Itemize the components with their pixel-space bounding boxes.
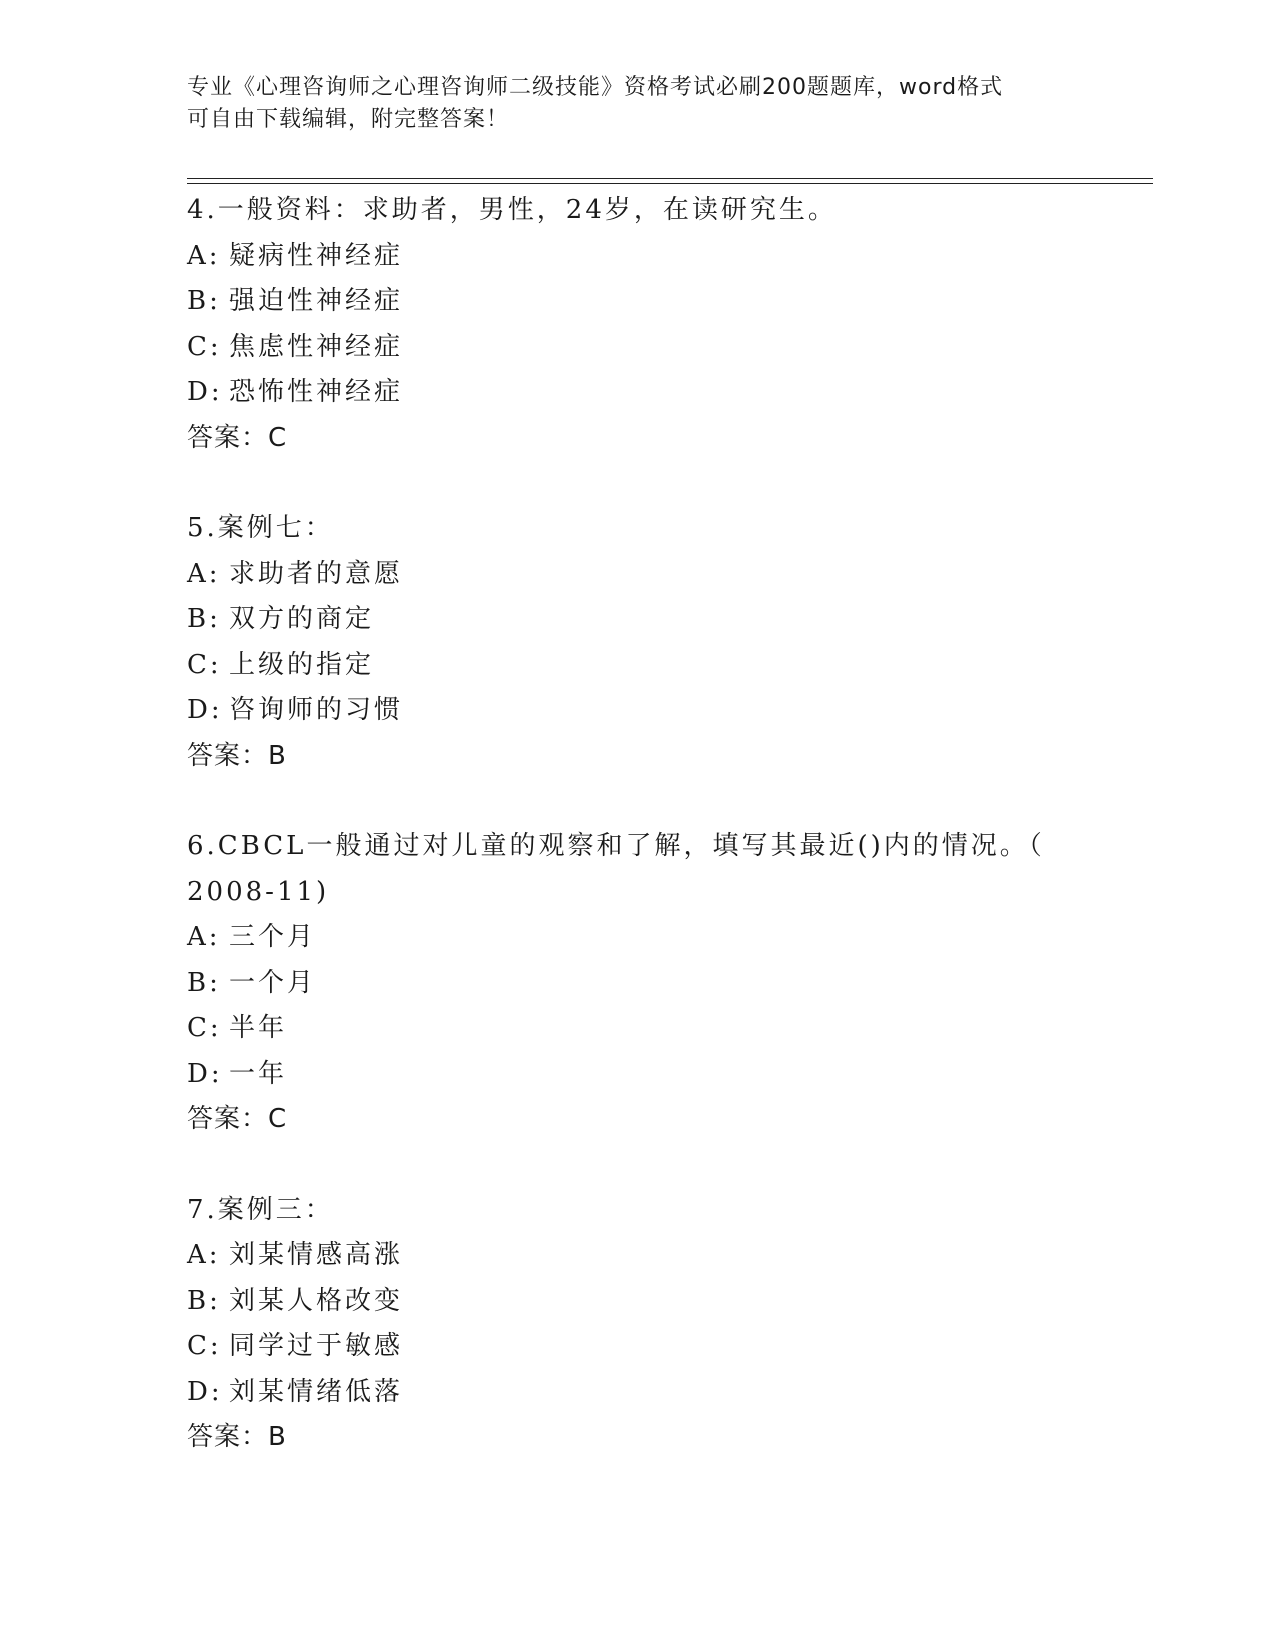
option-a bbox=[187, 552, 1067, 598]
option-c bbox=[187, 325, 1067, 371]
question-6 bbox=[187, 824, 1067, 1143]
question-stem: 5.案例七： bbox=[187, 513, 334, 543]
answer-label: 答案：C bbox=[187, 422, 288, 453]
option-letter: C: bbox=[187, 1013, 222, 1043]
option-text: 双方的商定 bbox=[229, 604, 375, 634]
option-b bbox=[187, 961, 1067, 1007]
option-letter: D: bbox=[187, 1058, 223, 1089]
question-4 bbox=[187, 188, 1067, 461]
option-text: 三个月 bbox=[229, 922, 317, 952]
option-b bbox=[187, 279, 1067, 325]
question-7 bbox=[187, 1188, 1067, 1461]
option-letter: C: bbox=[187, 649, 222, 680]
document-header bbox=[187, 72, 1067, 136]
question-5 bbox=[187, 506, 1067, 779]
option-letter: C: bbox=[187, 1331, 222, 1361]
option-a bbox=[187, 1233, 1067, 1279]
option-letter: B: bbox=[187, 1285, 221, 1316]
option-d bbox=[187, 370, 1067, 416]
option-letter: C: bbox=[187, 331, 222, 362]
option-text: 刘某情感高涨 bbox=[229, 1240, 404, 1270]
question-stem: 7.案例三： bbox=[187, 1194, 334, 1225]
option-text: 咨询师的习惯 bbox=[229, 695, 404, 725]
option-text: 上级的指定 bbox=[229, 649, 375, 680]
option-letter: B: bbox=[187, 286, 221, 316]
option-text: 求助者的意愿 bbox=[229, 558, 404, 589]
option-letter: B: bbox=[187, 967, 221, 998]
option-text: 焦虑性神经症 bbox=[229, 331, 404, 362]
option-text: 同学过于敏感 bbox=[229, 1331, 404, 1361]
option-letter: A: bbox=[187, 240, 221, 271]
option-d bbox=[187, 1370, 1067, 1416]
option-c bbox=[187, 643, 1067, 689]
option-letter: A: bbox=[187, 558, 221, 589]
option-text: 一年 bbox=[229, 1058, 288, 1089]
question-list bbox=[187, 188, 1067, 1506]
option-d bbox=[187, 1052, 1067, 1098]
option-letter: A: bbox=[187, 922, 221, 952]
option-text: 刘某人格改变 bbox=[229, 1285, 404, 1316]
option-text: 半年 bbox=[229, 1013, 288, 1043]
answer-label: 答案：B bbox=[187, 1422, 287, 1452]
answer-label: 答案：C bbox=[187, 1104, 288, 1134]
option-letter: D: bbox=[187, 695, 223, 725]
option-text: 刘某情绪低落 bbox=[229, 1376, 404, 1407]
option-text: 疑病性神经症 bbox=[229, 240, 404, 271]
option-a bbox=[187, 915, 1067, 961]
option-b bbox=[187, 1279, 1067, 1325]
option-text: 强迫性神经症 bbox=[229, 286, 404, 316]
header-divider-bottom bbox=[187, 183, 1153, 184]
option-letter: D: bbox=[187, 377, 223, 407]
question-stem: 6.CBCL一般通过对儿童的观察和了解，填写其最近()内的情况。（ bbox=[187, 831, 1045, 861]
header-line-1: 专业《心理咨询师之心理咨询师二级技能》资格考试必刷200题题库，word格式 bbox=[187, 75, 1004, 100]
answer-label: 答案：B bbox=[187, 740, 287, 771]
question-stem: 4.一般资料：求助者，男性，24岁，在读研究生。 bbox=[187, 195, 837, 225]
option-text: 恐怖性神经症 bbox=[229, 377, 404, 407]
question-stem-continued: 2008-11) bbox=[187, 876, 330, 907]
option-text: 一个月 bbox=[229, 967, 317, 998]
option-a bbox=[187, 234, 1067, 280]
option-c bbox=[187, 1006, 1067, 1052]
option-letter: B: bbox=[187, 604, 221, 634]
header-divider-top bbox=[187, 178, 1153, 179]
option-d bbox=[187, 688, 1067, 734]
option-b bbox=[187, 597, 1067, 643]
option-letter: A: bbox=[187, 1240, 221, 1270]
header-line-2: 可自由下载编辑，附完整答案！ bbox=[187, 107, 510, 132]
option-letter: D: bbox=[187, 1376, 223, 1407]
option-c bbox=[187, 1324, 1067, 1370]
